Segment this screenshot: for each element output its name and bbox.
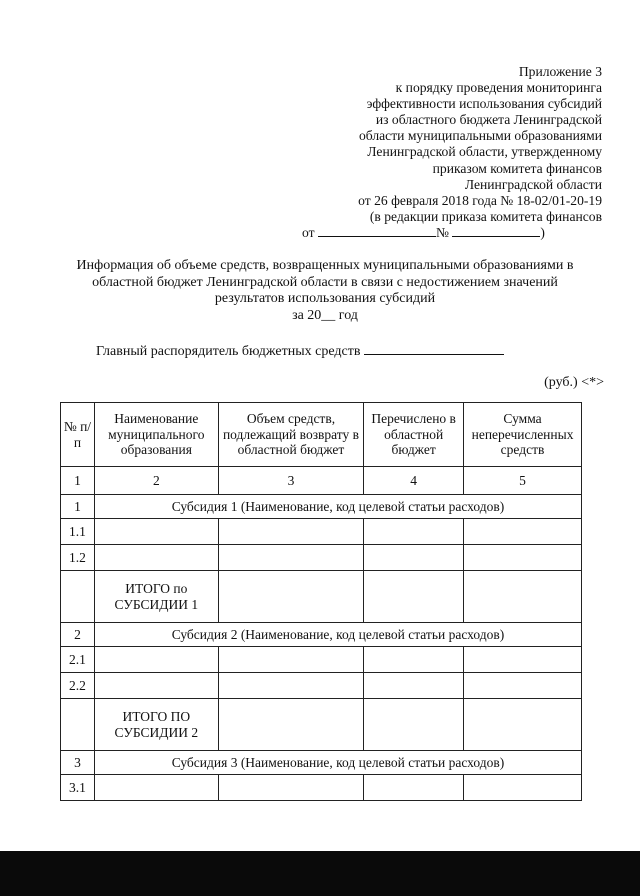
section-title: Субсидия 3 (Наименование, код целевой статьи расходов) xyxy=(94,751,581,775)
empty-cell xyxy=(464,647,582,673)
appendix-line: из областного бюджета Ленинградской xyxy=(375,112,602,128)
header-cell: № п/п xyxy=(61,403,95,467)
table-row xyxy=(61,673,582,699)
empty-cell xyxy=(464,571,582,623)
empty-cell xyxy=(364,775,464,801)
appendix-line: Приложение 3 xyxy=(518,64,602,79)
number-blank xyxy=(452,225,540,237)
empty-cell xyxy=(94,519,218,545)
appendix-line: (в редакции приказа комитета финансов xyxy=(369,208,602,224)
table-row xyxy=(61,519,582,545)
header-cell: Наименование муниципального образования xyxy=(94,403,218,467)
date-blank xyxy=(318,225,436,237)
from-label: от xyxy=(302,224,315,240)
total-row xyxy=(61,699,582,751)
row-number: 3.1 xyxy=(61,775,95,801)
empty-cell xyxy=(464,699,582,751)
empty-cell xyxy=(364,673,464,699)
table-row xyxy=(61,647,582,673)
column-number-cell: 2 xyxy=(94,467,218,495)
close-paren: ) xyxy=(540,224,545,240)
empty-cell xyxy=(218,571,363,623)
appendix-line: приказом комитета финансов xyxy=(432,160,602,176)
empty-cell xyxy=(218,647,363,673)
column-number-cell: 5 xyxy=(464,467,582,495)
row-number: 1.1 xyxy=(61,519,95,545)
table-header-row xyxy=(61,403,582,467)
empty-cell xyxy=(464,673,582,699)
section-number: 2 xyxy=(61,623,95,647)
order-reference-line xyxy=(302,225,602,241)
section-number: 1 xyxy=(61,495,95,519)
section-title: Субсидия 2 (Наименование, код целевой статьи расходов) xyxy=(94,623,581,647)
row-number: 1.2 xyxy=(61,545,95,571)
column-number-row xyxy=(61,467,582,495)
units-label: (руб.) <*> xyxy=(544,375,604,390)
header-cell: Объем средств, подлежащий возврату в областной бюджет xyxy=(218,403,363,467)
section-title: Субсидия 1 (Наименование, код целевой статьи расходов) xyxy=(94,495,581,519)
empty-cell xyxy=(464,775,582,801)
empty-cell xyxy=(464,545,582,571)
empty-cell xyxy=(464,519,582,545)
empty-cell xyxy=(61,571,95,623)
title-line: результатов использования субсидий xyxy=(214,291,436,306)
appendix-line: от 26 февраля 2018 года № 18-02/01-20-19 xyxy=(358,192,602,208)
title-line: областной бюджет Ленинградской области в связи с недостижением значений xyxy=(92,274,558,290)
appendix-line: Ленинградской области xyxy=(464,176,602,192)
header-cell: Сумма неперечисленных средств xyxy=(464,403,582,467)
title-line: за 20__ год xyxy=(292,307,358,323)
empty-cell xyxy=(364,571,464,623)
empty-cell xyxy=(364,647,464,673)
document-title xyxy=(60,258,590,324)
empty-cell xyxy=(218,673,363,699)
row-number: 2.2 xyxy=(61,673,95,699)
column-number-cell: 1 xyxy=(61,467,95,495)
section-row xyxy=(61,495,582,519)
table-row xyxy=(61,545,582,571)
column-number-cell: 3 xyxy=(218,467,363,495)
chief-label: Главный распорядитель бюджетных средств xyxy=(96,344,361,359)
empty-cell xyxy=(94,647,218,673)
empty-cell xyxy=(218,519,363,545)
total-label: ИТОГО ПО СУБСИДИИ 2 xyxy=(94,699,218,751)
section-row xyxy=(61,751,582,775)
appendix-header xyxy=(302,64,602,241)
number-label: № xyxy=(435,224,449,240)
column-number-cell: 4 xyxy=(364,467,464,495)
empty-cell xyxy=(218,699,363,751)
appendix-line: к порядку проведения мониторинга xyxy=(395,80,602,96)
appendix-line: Ленинградской области, утвержденному xyxy=(367,144,602,160)
section-row xyxy=(61,623,582,647)
empty-cell xyxy=(94,673,218,699)
empty-cell xyxy=(364,699,464,751)
scan-edge-band xyxy=(0,851,640,896)
chief-blank xyxy=(364,343,504,355)
empty-cell xyxy=(218,545,363,571)
appendix-line: области муниципальными образованиями xyxy=(358,128,602,144)
empty-cell xyxy=(364,519,464,545)
empty-cell xyxy=(61,699,95,751)
header-cell: Перечислено в областной бюджет xyxy=(364,403,464,467)
empty-cell xyxy=(218,775,363,801)
title-line: Информация об объеме средств, возвращенных муниципальными образованиями в xyxy=(76,258,574,273)
report-table xyxy=(60,402,582,801)
total-row xyxy=(61,571,582,623)
section-number: 3 xyxy=(61,751,95,775)
chief-administrator-line xyxy=(96,343,504,360)
empty-cell xyxy=(94,775,218,801)
empty-cell xyxy=(94,545,218,571)
table-row xyxy=(61,775,582,801)
appendix-line: эффективности использования субсидий xyxy=(366,96,602,112)
total-label: ИТОГО по СУБСИДИИ 1 xyxy=(94,571,218,623)
row-number: 2.1 xyxy=(61,647,95,673)
empty-cell xyxy=(364,545,464,571)
